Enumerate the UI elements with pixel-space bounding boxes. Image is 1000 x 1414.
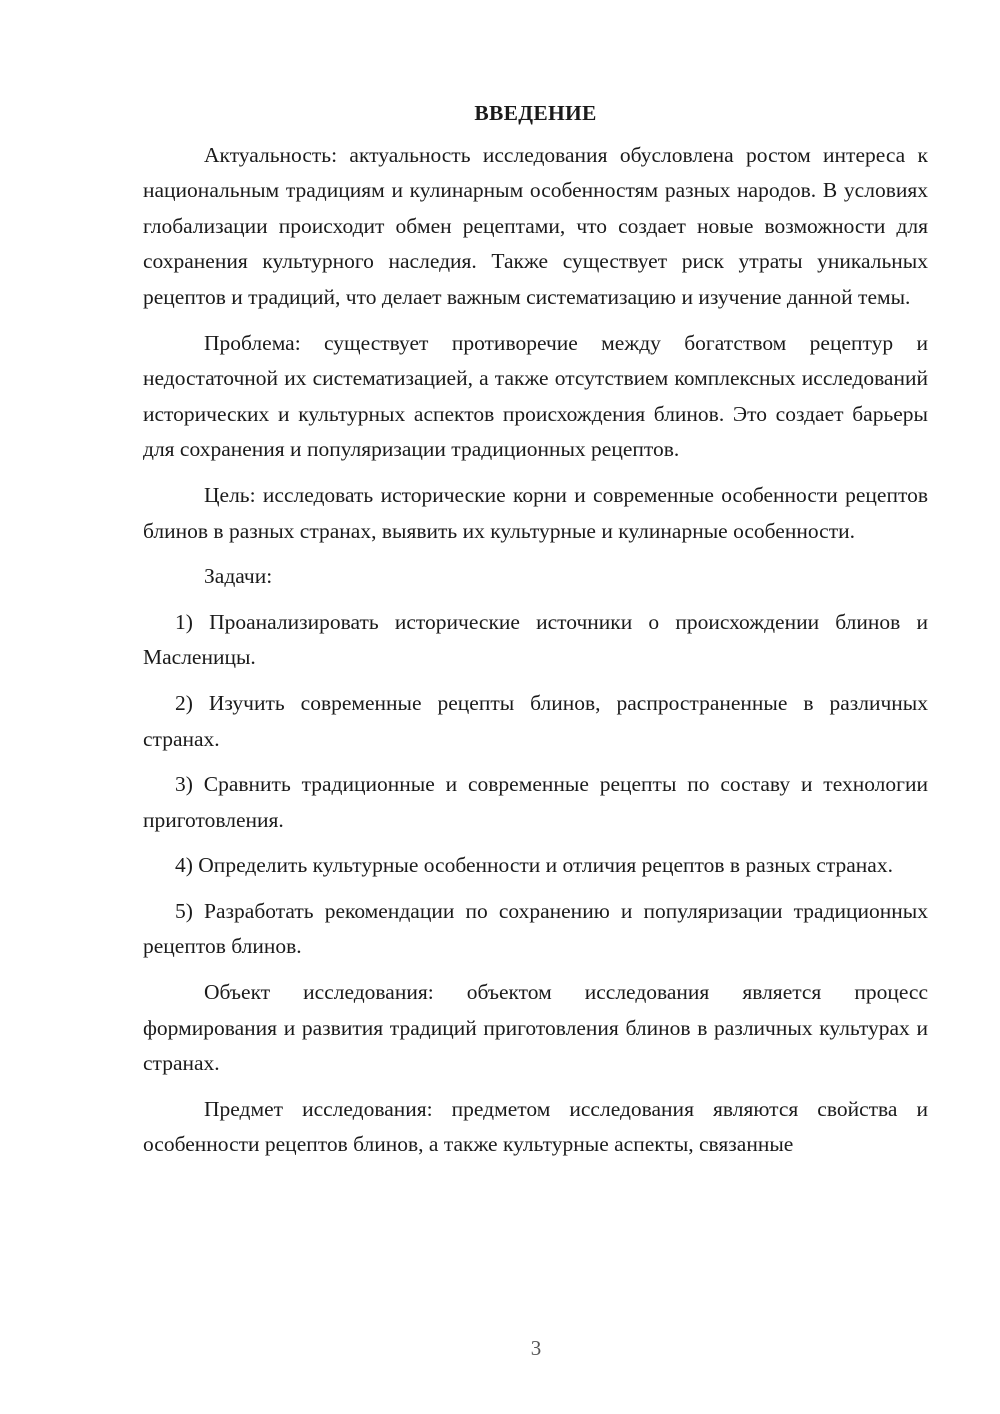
document-page [143, 96, 928, 1173]
task-item-3: 3) Сравнить традиционные и современные рецепты по составу и технологии приготовления. [143, 772, 928, 832]
task-item-5: 5) Разработать рекомендации по сохранению и популяризации традиционных рецептов блинов. [143, 898, 928, 959]
paragraph-object: Объект исследования: объектом исследования является процесс формирования и развития традиций приготовления блинов в различных культурах и странах. [143, 980, 928, 1076]
paragraph-subject: Предмет исследования: предметом исследования являются свойства и особенности рецептов блинов, а также культурные аспекты, связанные [143, 1096, 928, 1157]
page-title: ВВЕДЕНИЕ [474, 101, 597, 125]
page-number: 3 [530, 1336, 542, 1360]
paragraph-problem: Проблема: существует противоречие между богатством рецептур и недостаточной их систематизацией, а также отсутствием комплексных исследований исторических и культурных аспектов происхождения блинов. Это создает барьеры для сохранения и популяризации традиционных рецептов. [143, 330, 928, 462]
task-item-4: 4) Определить культурные особенности и отличия рецептов в разных странах. [175, 853, 893, 878]
tasks-heading: Задачи: [204, 564, 273, 589]
task-item-1: 1) Проанализировать исторические источники о происхождении блинов и Масленицы. [143, 609, 928, 670]
task-item-2: 2) Изучить современные рецепты блинов, распространенные в различных странах. [143, 690, 928, 751]
paragraph-relevance: Актуальность: актуальность исследования обусловлена ростом интереса к национальным традициям и кулинарным особенностям разных народов. В условиях глобализации происходит обмен рецептами, что создает новые возможности для сохранения культурного наследия. Также существует риск утраты уникальных рецептов и традиций, что делает важным систематизацию и изучение данной темы. [143, 142, 928, 309]
tasks-list [143, 605, 928, 965]
paragraph-goal: Цель: исследовать исторические корни и современные особенности рецептов блинов в разных странах, выявить их культурные и кулинарные особенности. [143, 482, 928, 543]
